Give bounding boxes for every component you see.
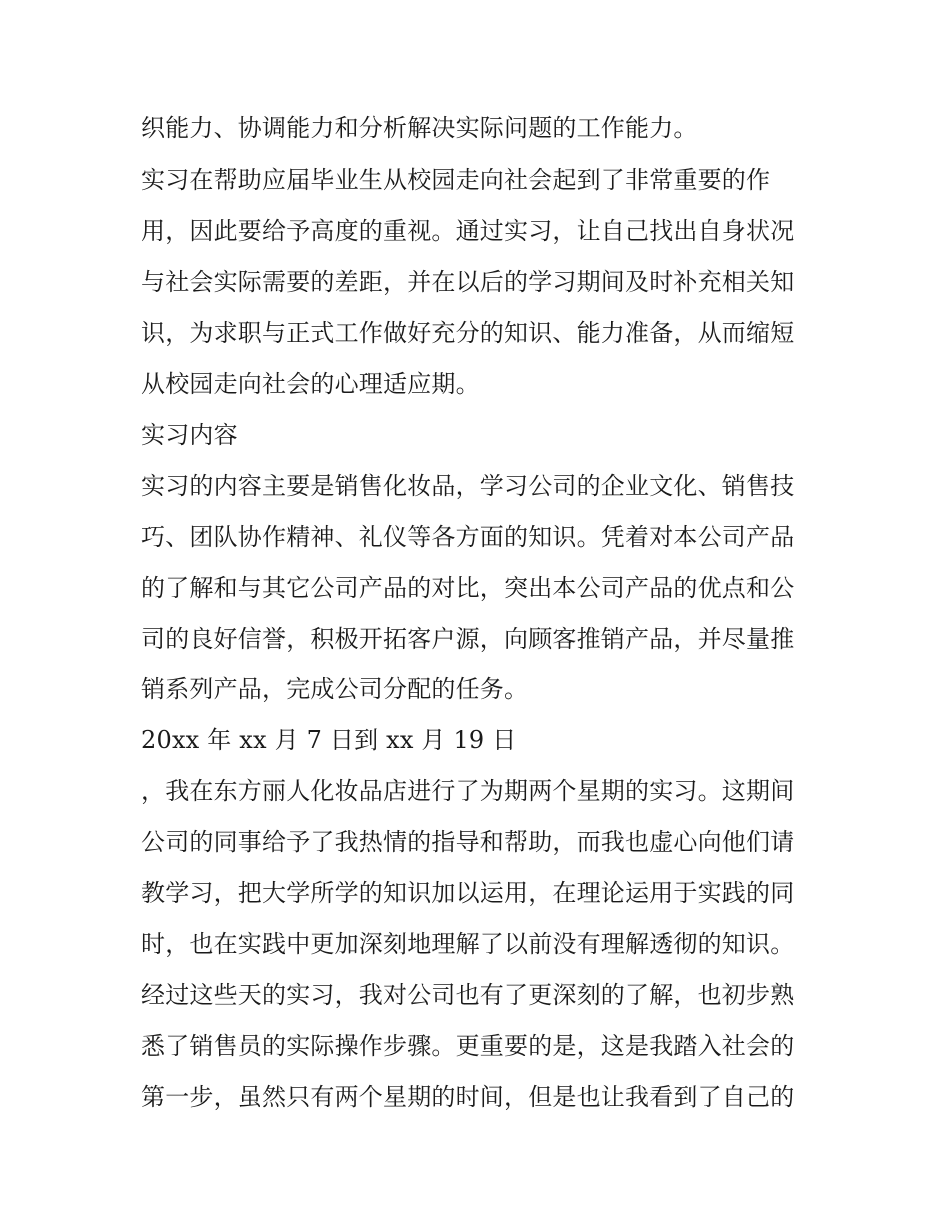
text-line: 与社会实际需要的差距，并在以后的学习期间及时补充相关知 <box>141 268 795 296</box>
text-line: 实习的内容主要是销售化妆品，学习公司的企业文化、销售技 <box>141 472 795 500</box>
text-line: 经过这些天的实习，我对公司也有了更深刻的了解，也初步熟 <box>141 981 795 1009</box>
section-heading: 实习内容 <box>141 421 238 449</box>
text-line: 时，也在实践中更加深刻地理解了以前没有理解透彻的知识。 <box>141 930 795 958</box>
text-line: 的了解和与其它公司产品的对比，突出本公司产品的优点和公 <box>141 574 795 602</box>
text-line: 织能力、协调能力和分析解决实际问题的工作能力。 <box>141 114 698 142</box>
text-line: ，我在东方丽人化妆品店进行了为期两个星期的实习。这期间 <box>141 777 795 805</box>
date-line: 20xx 年 xx 月 7 日到 xx 月 19 日 <box>141 726 517 754</box>
text-line: 识，为求职与正式工作做好充分的知识、能力准备，从而缩短 <box>141 319 795 347</box>
text-line: 第一步，虽然只有两个星期的时间，但是也让我看到了自己的 <box>141 1083 795 1111</box>
text-line: 巧、团队协作精神、礼仪等各方面的知识。凭着对本公司产品 <box>141 523 795 551</box>
text-line: 司的良好信誉，积极开拓客户源，向顾客推销产品，并尽量推 <box>141 625 795 653</box>
text-line: 用，因此要给予高度的重视。通过实习，让自己找出自身状况 <box>141 217 795 245</box>
text-line: 教学习，把大学所学的知识加以运用，在理论运用于实践的同 <box>141 879 795 907</box>
text-line: 实习在帮助应届毕业生从校园走向社会起到了非常重要的作 <box>141 166 771 194</box>
text-line: 公司的同事给予了我热情的指导和帮助，而我也虚心向他们请 <box>141 828 795 856</box>
text-line: 销系列产品，完成公司分配的任务。 <box>141 675 529 703</box>
text-line: 悉了销售员的实际操作步骤。更重要的是，这是我踏入社会的 <box>141 1032 795 1060</box>
text-line: 从校园走向社会的心理适应期。 <box>141 370 480 398</box>
